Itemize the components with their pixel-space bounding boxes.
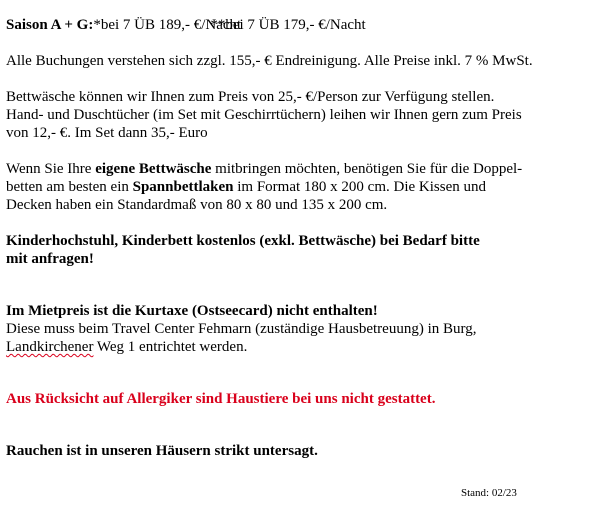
child-equipment-line-2: mit anfragen! [6,251,94,267]
kurtaxe-address-text: Weg 1 entrichtet werden. [93,339,248,355]
spacer [6,70,602,88]
fitted-sheet-emphasis: Spannbettlaken [132,179,234,195]
own-linen-line-2 [6,178,602,196]
kurtaxe-heading: Im Mietpreis ist die Kurtaxe (Ostseecard) nicht enthalten! [6,303,378,319]
season-price-single: *bei 7 ÜB 189,- €/Nacht [93,17,242,33]
child-equipment-line-1: Kinderhochstuhl, Kinderbett kostenlos (exkl. Bettwäsche) bei Bedarf bitte [6,233,480,249]
own-linen-emphasis: eigene Bettwäsche [95,161,212,177]
spacer [6,268,602,286]
spacer [6,34,602,52]
pets-warning: Aus Rücksicht auf Allergiker sind Haustiere bei uns nicht gestattet. [6,391,436,407]
spellcheck-word: Landkirchener [6,339,94,355]
kurtaxe-line-2 [6,338,602,356]
revision-date: Stand: 02/23 [461,487,517,499]
spacer [6,142,602,160]
spacer [6,426,602,442]
price-info-document [6,16,602,460]
own-linen-text: im Format 180 x 200 cm. Die Kissen und [233,179,486,195]
season-label: Saison A + G: [6,17,94,33]
own-linen-text: Wenn Sie Ihre [6,161,96,177]
own-linen-text: betten am besten ein [6,179,133,195]
smoking-notice: Rauchen ist in unseren Häusern strikt untersagt. [6,443,318,459]
spacer [6,286,602,302]
kurtaxe-line-1: Diese muss beim Travel Center Fehmarn (zuständige Hausbetreuung) in Burg, [6,321,477,337]
linen-price-line-2: Hand- und Duschtücher (im Set mit Geschirrtüchern) leihen wir Ihnen gern zum Preis [6,107,522,123]
own-linen-line-1 [6,160,602,178]
spacer [6,356,602,374]
spacer [6,374,602,390]
cleaning-fee-text: Alle Buchungen verstehen sich zzgl. 155,- € Endreinigung. Alle Preise inkl. 7 % MwSt. [6,53,533,69]
season-price-double: **bei 7 ÜB 179,- €/Nacht [210,17,366,33]
own-linen-line-3: Decken haben ein Standardmaß von 80 x 80 und 135 x 200 cm. [6,197,388,213]
own-linen-text: mitbringen möchten, benötigen Sie für die Doppel- [211,161,523,177]
linen-price-line-3: von 12,- €. Im Set dann 35,- Euro [6,125,208,141]
spacer [6,214,602,232]
linen-price-line-1: Bettwäsche können wir Ihnen zum Preis von 25,- €/Person zur Verfügung stellen. [6,89,495,105]
spacer [6,408,602,426]
season-prices-line [6,16,602,34]
